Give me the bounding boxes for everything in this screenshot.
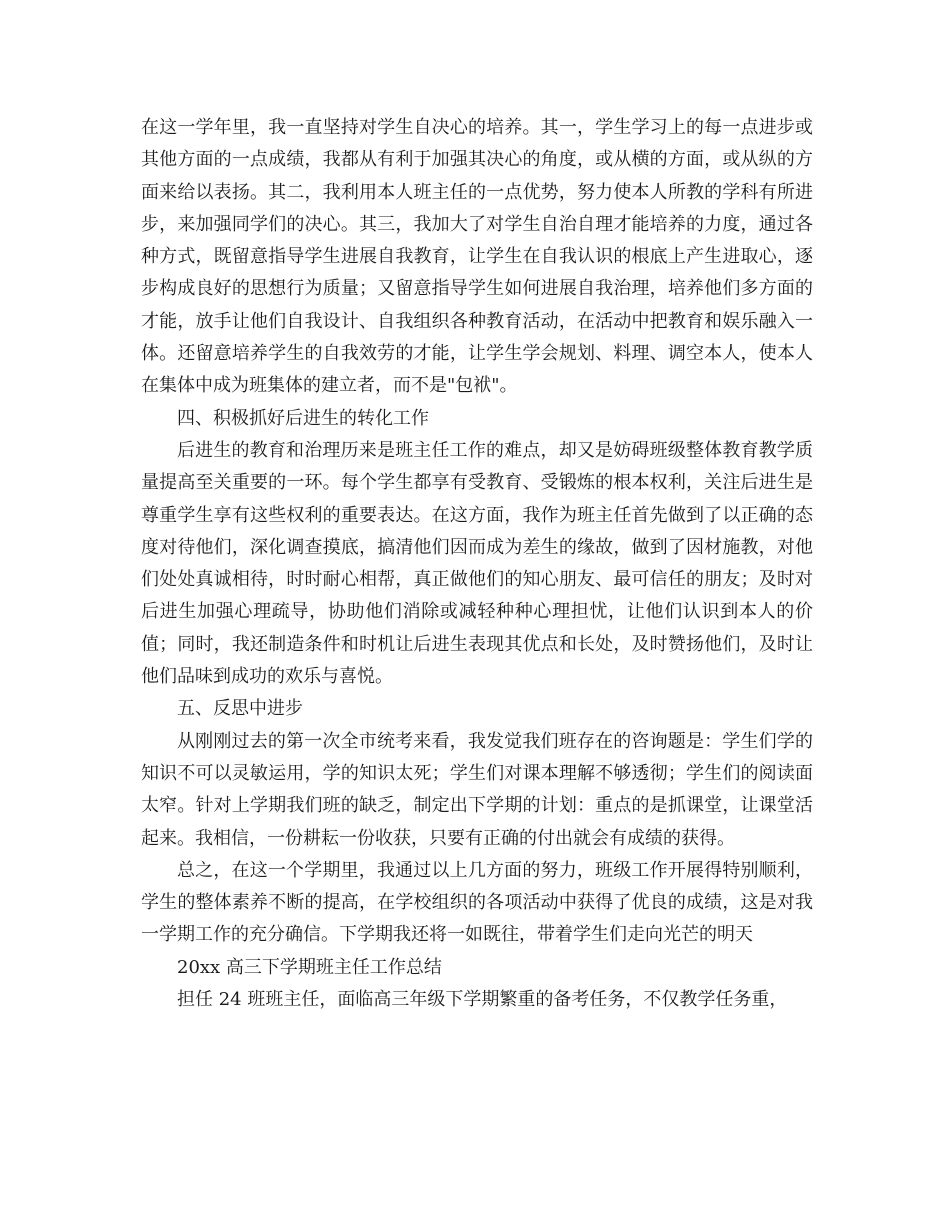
paragraph-conclusion: 总之，在这一个学期里，我通过以上几方面的努力，班级工作开展得特别顺利，学生的整体素养不断的提高，在学校组织的各项活动中获得了优良的成绩，这是对我一学期工作的充分确信。下学期我还将一如既往，带着学生们走向光芒的明天: [141, 859, 813, 946]
document-subtitle: 20xx 高三下学期班主任工作总结: [177, 956, 442, 978]
section-heading-underachievers: 四、积极抓好后进生的转化工作: [177, 407, 429, 429]
paragraph-reflection: 从刚刚过去的第一次全市统考来看，我发觉我们班存在的咨询题是：学生们学的知识不可以灵敏运用，学的知识太死；学生们对课本理解不够透彻；学生们的阅读面太窄。针对上学期我们班的缺乏，制定出下学期的计划：重点的是抓课堂，让课堂活起来。我相信，一份耕耘一份收获，只要有正确的付出就会有成绩的获得。: [141, 730, 813, 849]
paragraph-self-confidence: 在这一学年里，我一直坚持对学生自决心的培养。其一，学生学习上的每一点进步或其他方面的一点成绩，我都从有利于加强其决心的角度，或从横的方面，或从纵的方面来给以表扬。其二，我利用本人班主任的一点优势，努力使本人所教的学科有所进步，来加强同学们的决心。其三，我加大了对学生自治自理才能培养的力度，通过各种方式，既留意指导学生进展自我教育，让学生在自我认识的根底上产生进取心，逐步构成良好的思想行为质量；又留意指导学生如何进展自我治理，培养他们多方面的才能，放手让他们自我设计、自我组织各种教育活动，在活动中把教育和娱乐融入一体。还留意培养学生的自我效劳的才能，让学生学会规划、料理、调空本人，使本人在集体中成为班集体的建立者，而不是"包袱"。: [141, 117, 813, 397]
paragraph-new-section-start: 担任 24 班班主任，面临高三年级下学期繁重的备考任务，不仅教学任务重，: [177, 989, 788, 1011]
document-body: [141, 112, 813, 1016]
section-heading-reflection: 五、反思中进步: [177, 698, 303, 720]
paragraph-underachievers: 后进生的教育和治理历来是班主任工作的难点，却又是妨碍班级整体教育教学质量提高至关重要的一环。每个学生都享有受教育、受锻炼的根本权利，关注后进生是尊重学生享有这些权利的重要表达。在这方面，我作为班主任首先做到了以正确的态度对待他们，深化调查摸底，搞清他们因而成为差生的缘故，做到了因材施教，对他们处处真诚相待，时时耐心相帮，真正做他们的知心朋友、最可信任的朋友；及时对后进生加强心理疏导，协助他们消除或减轻种种心理担忧，让他们认识到本人的价值；同时，我还制造条件和时机让后进生表现其优点和长处，及时赞扬他们，及时让他们品味到成功的欢乐与喜悦。: [141, 439, 813, 688]
